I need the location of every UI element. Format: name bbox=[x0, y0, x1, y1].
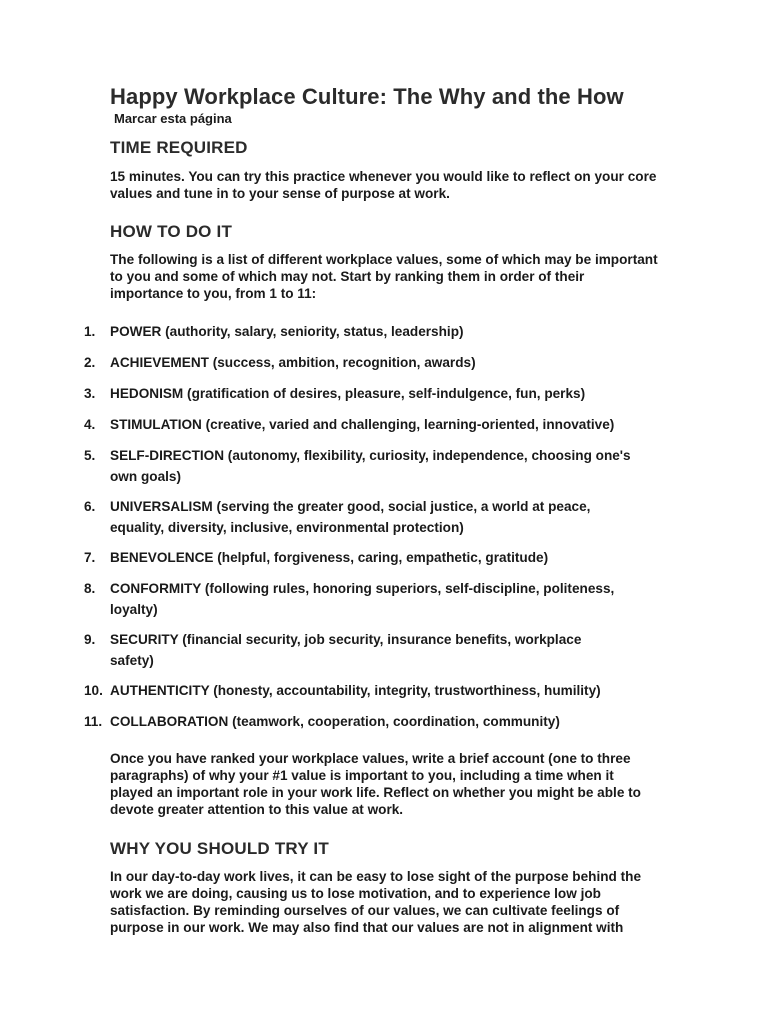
list-item-number: 10. bbox=[84, 683, 103, 698]
list-item-text: SECURITY (financial security, job security, insurance benefits, workplace safety) bbox=[110, 632, 582, 668]
list-item-text: CONFORMITY (following rules, honoring superiors, self-discipline, politeness, loyalty) bbox=[110, 581, 615, 617]
list-item-number: 2. bbox=[84, 355, 96, 370]
list-item-number: 5. bbox=[84, 448, 96, 463]
why-text: In our day-to-day work lives, it can be easy to lose sight of the purpose behind the work we are doing, causing us to lose motivation, and to experience low job satisfaction. By reminding ourselves of our values, we can cultivate feelings of purpose in our work. We may also find that our values are not in alignment with bbox=[110, 869, 641, 935]
list-item-number: 6. bbox=[84, 499, 96, 514]
heading-why: WHY YOU SHOULD TRY IT bbox=[110, 839, 329, 858]
list-item-text: STIMULATION (creative, varied and challenging, learning-oriented, innovative) bbox=[110, 417, 615, 432]
list-item-text: HEDONISM (gratification of desires, pleasure, self-indulgence, fun, perks) bbox=[110, 386, 586, 401]
page-title: Happy Workplace Culture: The Why and the How bbox=[110, 84, 624, 109]
list-item-text: COLLABORATION (teamwork, cooperation, coordination, community) bbox=[110, 714, 560, 729]
list-item-text: BENEVOLENCE (helpful, forgiveness, caring, empathetic, gratitude) bbox=[110, 550, 549, 565]
list-item-number: 9. bbox=[84, 632, 96, 647]
list-item-text: ACHIEVEMENT (success, ambition, recognition, awards) bbox=[110, 355, 476, 370]
list-item-number: 3. bbox=[84, 386, 96, 401]
list-item-text: UNIVERSALISM (serving the greater good, social justice, a world at peace, equality, diversity, inclusive, environmental protection) bbox=[110, 499, 591, 535]
heading-time-required: TIME REQUIRED bbox=[110, 138, 248, 157]
list-item-text: AUTHENTICITY (honesty, accountability, integrity, trustworthiness, humility) bbox=[110, 683, 601, 698]
list-item-number: 1. bbox=[84, 324, 96, 339]
list-item-number: 8. bbox=[84, 581, 96, 596]
time-required-text: 15 minutes. You can try this practice whenever you would like to reflect on your core values and tune in to your sense of purpose at work. bbox=[110, 169, 657, 201]
heading-how-to: HOW TO DO IT bbox=[110, 222, 233, 241]
bookmark-link[interactable]: Marcar esta página bbox=[114, 111, 232, 126]
how-to-outro: Once you have ranked your workplace values, write a brief account (one to three paragraphs) of why your #1 value is important to you, including a time when it played an important role in your work life. Reflect on whether you might be able to devote greater attention to this value at work. bbox=[110, 751, 641, 817]
list-item-number: 7. bbox=[84, 550, 96, 565]
list-item-number: 4. bbox=[84, 417, 96, 432]
how-to-intro: The following is a list of different workplace values, some of which may be important to you and some of which may not. Start by ranking them in order of their importance to you, from 1 to 11: bbox=[110, 252, 658, 301]
list-item-number: 11. bbox=[84, 714, 103, 729]
list-item-text: POWER (authority, salary, seniority, status, leadership) bbox=[110, 324, 464, 339]
list-item-text: SELF-DIRECTION (autonomy, flexibility, curiosity, independence, choosing one's own goals) bbox=[110, 448, 631, 484]
